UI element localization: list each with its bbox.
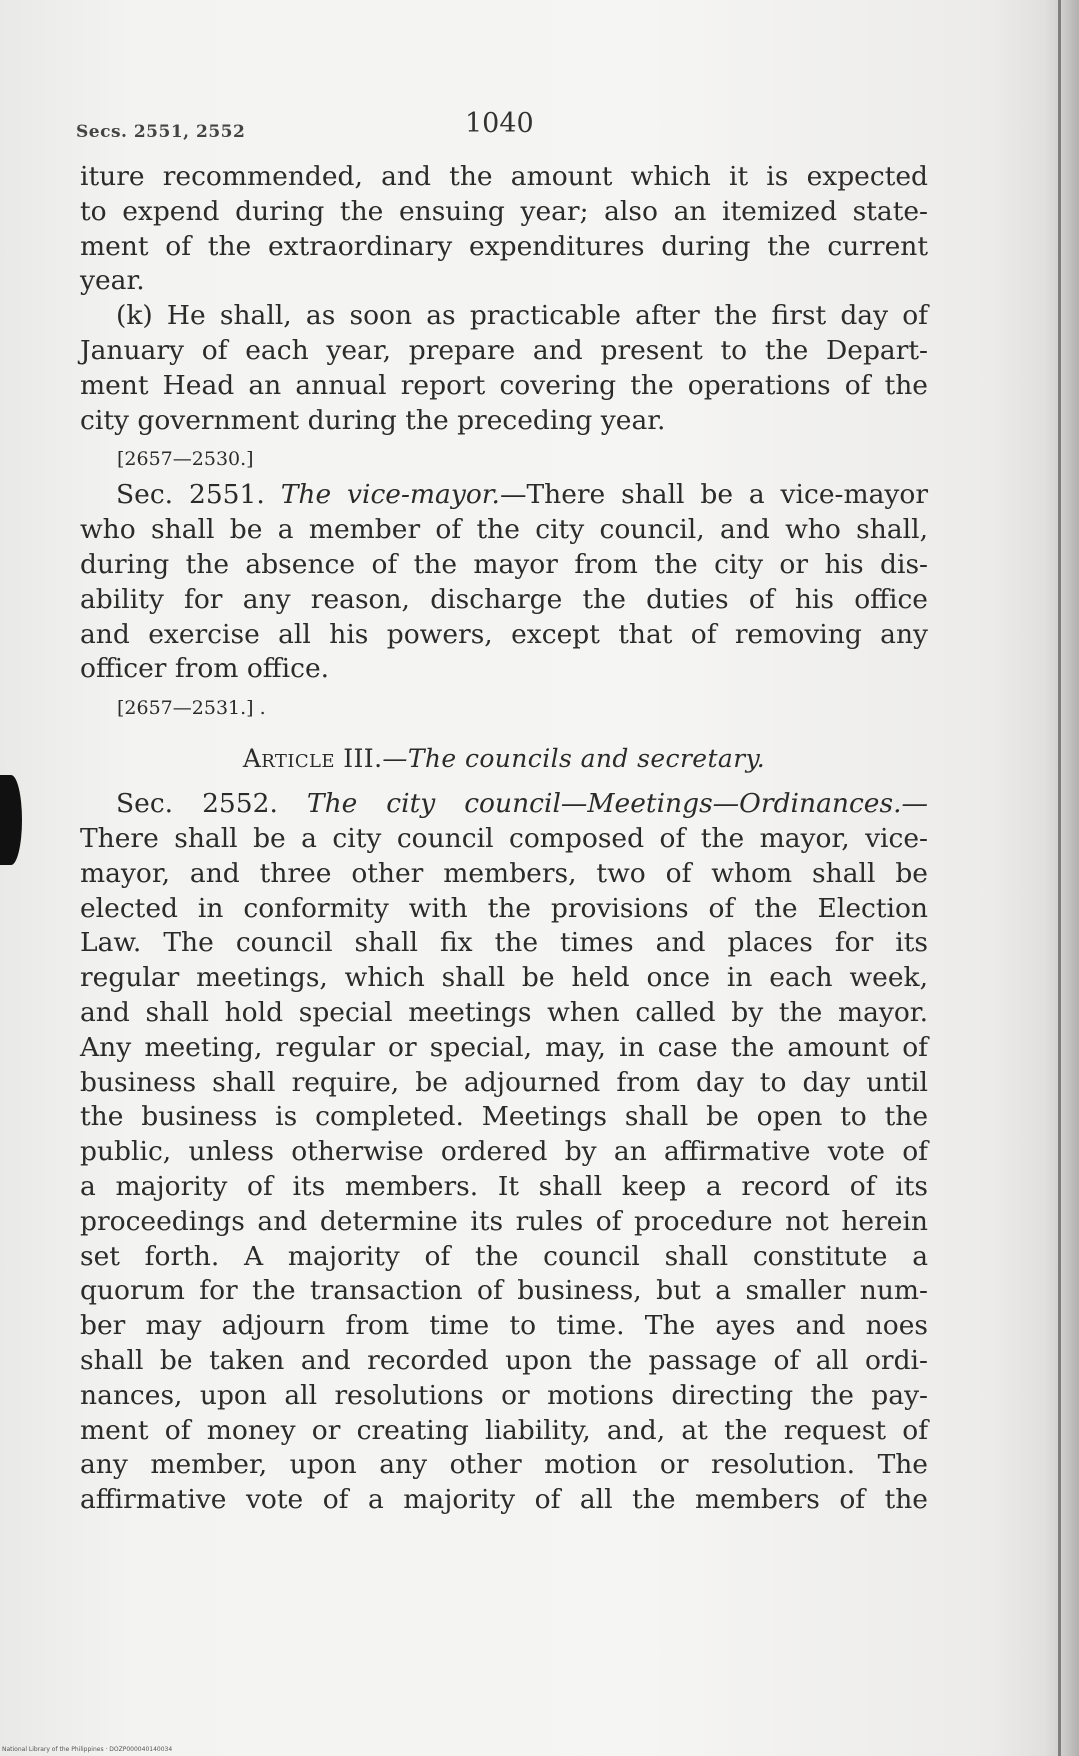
text-line: officer from office. [80,653,330,685]
text-line: January of each year, prepare and present to the Depart- [80,334,928,366]
text-line: who shall be a member of the city council, and who shall, [80,514,928,546]
paragraph-continuation [80,160,928,299]
article-title: —The councils and secretary. [382,744,766,774]
paragraph-k [80,299,928,438]
text-line: and exercise all his powers, except that of removing any [80,618,928,650]
text-line: shall be taken and recorded upon the passage of all ordi- [80,1344,928,1376]
text-line: year. [80,265,145,297]
article-heading [80,741,928,777]
scan-blot [0,775,22,865]
text-line: iture recommended, and the amount which it is expected [80,161,928,192]
section-2552 [80,787,928,1518]
text-line: affirmative vote of a majority of all the members of the [80,1484,928,1516]
page-header [76,108,936,148]
text-line: city government during the preceding year. [80,404,666,436]
citation-reference: [2657—2530.] [117,448,254,471]
page-body [80,160,928,1518]
text-line: ment Head an annual report covering the operations of the [80,369,928,401]
section-first-text: —There shall be a vice-mayor [499,479,929,511]
text-line: and shall hold special meetings when called by the mayor. [80,996,928,1028]
book-spine-shadow [1045,0,1079,1756]
book-spine-edge [1058,0,1061,1756]
text-line: quorum for the transaction of business, but a smaller num- [80,1275,928,1307]
text-line: ber may adjourn from time to time. The ayes and noes [80,1310,928,1342]
text-line: nances, upon all resolutions or motions directing the pay- [80,1379,928,1411]
text-line: ment of money or creating liability, and, at the request of [80,1414,928,1446]
text-line: public, unless otherwise ordered by an affirmative vote of [80,1136,928,1168]
article-label: Article III. [242,744,383,774]
text-line: (k) He shall, as soon as practicable after the first day of [116,300,928,332]
text-line: Any meeting, regular or special, may, in case the amount of [80,1031,928,1063]
text-line: ment of the extraordinary expenditures during the current [80,230,928,262]
section-label: Sec. 2552. [116,788,278,820]
text-line: ability for any reason, discharge the duties of his office [80,583,928,615]
text-line: a majority of its members. It shall keep a record of its [80,1170,928,1202]
text-line: during the absence of the mayor from the city or his dis- [80,548,928,580]
section-title: The city council—Meetings—Ordinances.— [306,788,928,820]
text-line: to expend during the ensuing year; also an itemized state- [80,195,928,227]
text-line: set forth. A majority of the council shall constitute a [80,1240,928,1272]
section-label: Sec. 2551. [116,479,265,511]
text-line: elected in conformity with the provisions of the Election [80,892,928,924]
section-2551 [80,478,928,687]
page-number: 1040 [465,108,534,139]
text-line: business shall require, be adjourned from day to day until [80,1066,928,1098]
text-line: There shall be a city council composed of the mayor, vice- [80,822,928,854]
text-line: regular meetings, which shall be held once in each week, [80,962,928,994]
section-heading-line [80,478,928,513]
text-line: Law. The council shall fix the times and places for its [80,927,928,959]
section-heading-line [80,787,928,822]
text-line: the business is completed. Meetings shall be open to the [80,1101,928,1133]
text-line: mayor, and three other members, two of whom shall be [80,857,928,889]
library-footer-note: National Library of the Philippines · DOZP000040140034 [2,1746,173,1753]
section-range: Secs. 2551, 2552 [76,122,246,142]
text-line: any member, upon any other motion or resolution. The [80,1449,928,1481]
section-title: The vice-mayor. [280,479,500,511]
citation-reference: [2657—2531.] . [117,697,266,720]
text-line: proceedings and determine its rules of procedure not herein [80,1205,928,1237]
